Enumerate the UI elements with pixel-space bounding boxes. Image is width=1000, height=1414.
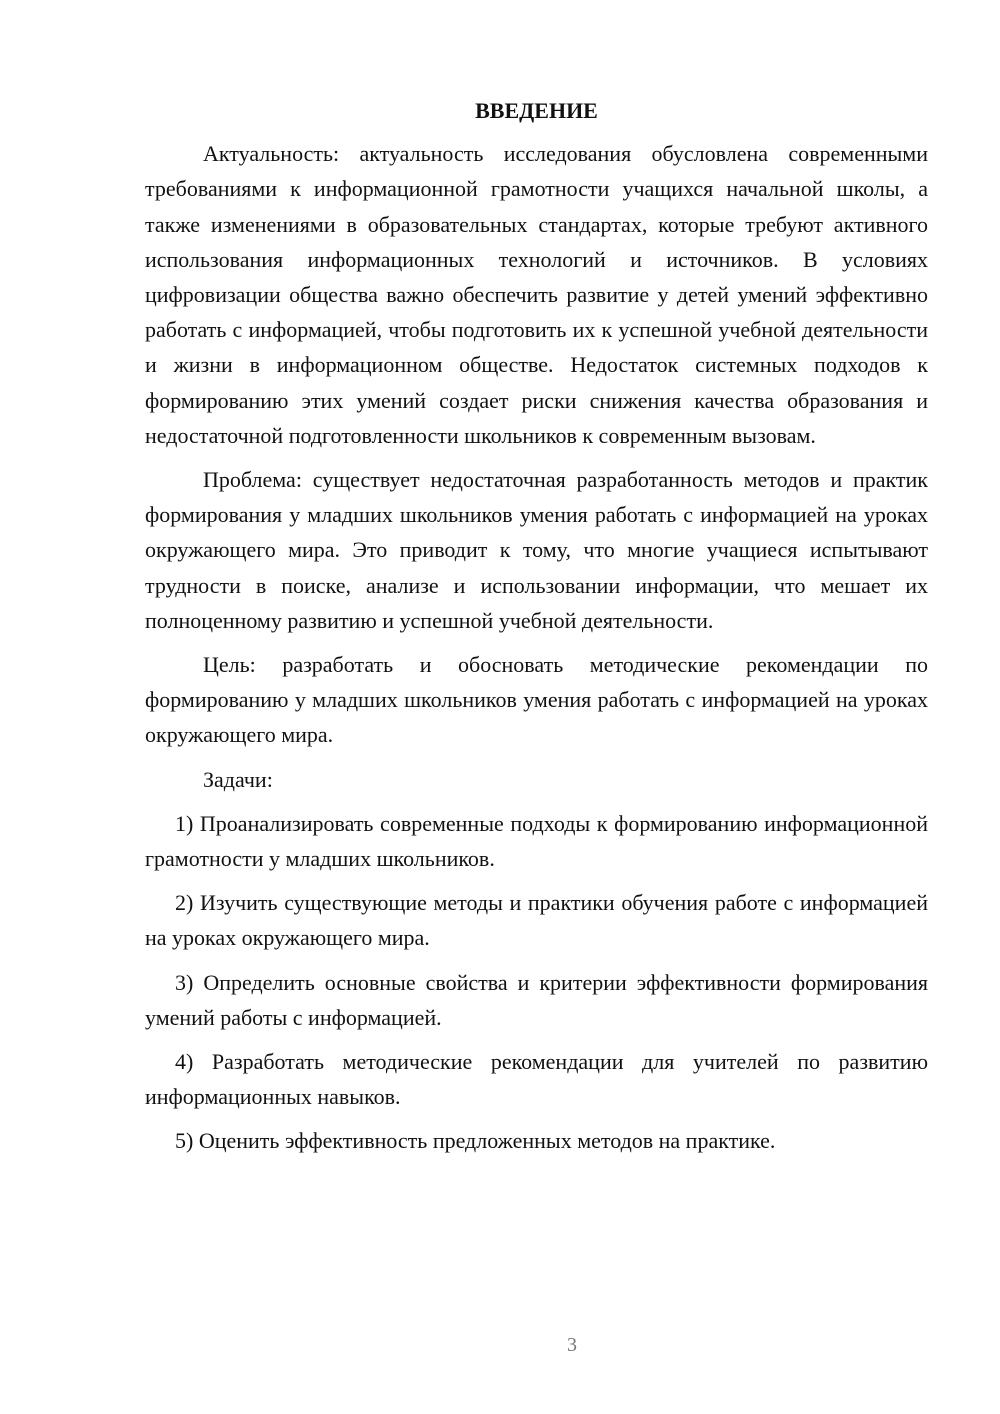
tasks-heading: Задачи: [203,766,273,792]
tasks-list [145,806,928,1159]
page-number: 3 [567,1334,577,1356]
task-item: 2) Изучить существующие методы и практики обучения работе с информацией на уроках окружающего мира. [145,890,928,951]
task-item: 4) Разработать методические рекомендации для учителей по развитию информационных навыков. [145,1049,928,1110]
task-item: 3) Определить основные свойства и критерии эффективности формирования умений работы с информацией. [145,969,928,1030]
task-item: 5) Оценить эффективность предложенных методов на практике. [175,1128,776,1154]
goal-paragraph: Цель: разработать и обосновать методические рекомендации по формированию у младших школьников умения работать с информацией на уроках окружающего мира. [145,652,928,748]
problem-paragraph: Проблема: существует недостаточная разработанность методов и практик формирования у младших школьников умения работать с информацией на уроках окружающего мира. Это приводит к тому, что многие учащиеся испытывают трудности в поиске, анализе и использовании информации, что мешает их полноценному развитию и успешной учебной деятельности. [145,467,928,633]
section-heading: ВВЕДЕНИЕ [475,98,598,123]
page-content [145,93,928,1168]
relevance-paragraph: Актуальность: актуальность исследования обусловлена современными требованиями к информационной грамотности учащихся начальной школы, а также изменениями в образовательных стандартах, которые требуют активного использования информационных технологий и источников. В условиях цифровизации общества важно обеспечить развитие у детей умений эффективно работать с информацией, чтобы подготовить их к успешной учебной деятельности и жизни в информационном обществе. Недостаток системных подходов к формированию этих умений создает риски снижения качества образования и недостаточной подготовленности школьников к современным вызовам. [145,141,928,448]
task-item: 1) Проанализировать современные подходы к формированию информационной грамотности у младших школьников. [145,810,928,872]
